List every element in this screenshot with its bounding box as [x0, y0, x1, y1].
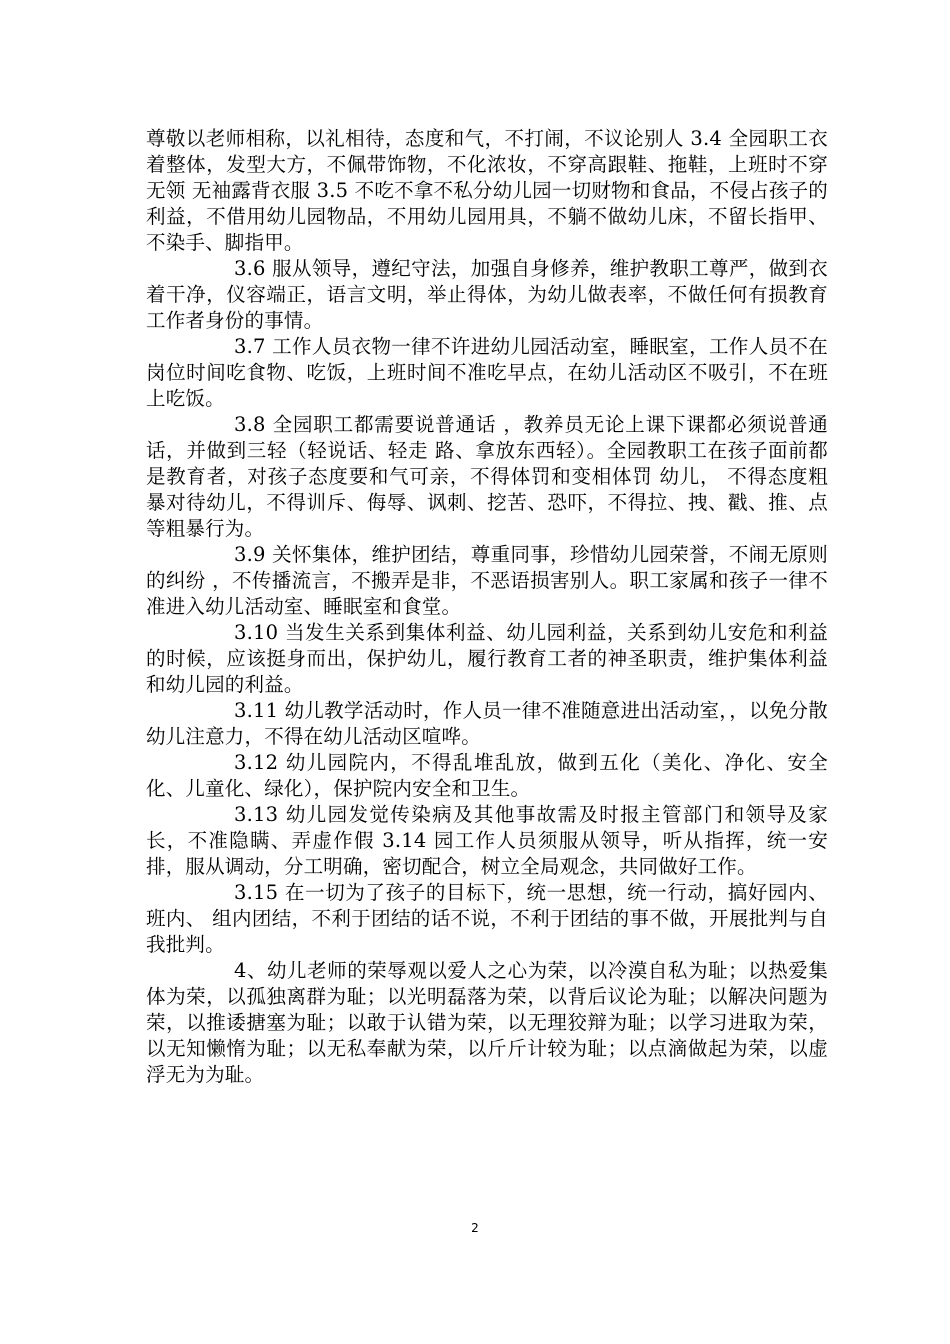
paragraph-3-10: 3.10 当发生关系到集体利益、幼儿园利益，关系到幼儿安危和利益的时候，应该挺身而出，保护幼儿，履行教育工者的神圣职责，维护集体利益和幼儿园的利益。 — [146, 621, 828, 696]
paragraph-3-13: 3.13 幼儿园发觉传染病及其他事故需及时报主管部门和领导及家长，不准隐瞒、弄虚作假 3.14 园工作人员须服从领导，听从指挥，统一安排，服从调动，分工明确，密切配合，树立全局观念，共同做好工作。 — [146, 803, 828, 878]
paragraph-3-8: 3.8 全园职工都需要说普通话 ，教养员无论上课下课都必须说普通话，并做到三轻（轻说话、轻走 路、拿放东西轻）。全园教职工在孩子面前都是教育者，对孩子态度要和气可亲，不得体罚和变相体罚 幼儿， 不得态度粗暴对待幼儿，不得训斥、侮辱、讽刺、挖苦、恐吓，不得拉、拽、戳、推、点等粗暴行为。 — [146, 413, 828, 540]
paragraph-intro: 尊敬以老师相称，以礼相待，态度和气，不打闹，不议论别人 3.4 全园职工衣着整体，发型大方，不佩带饰物，不化浓妆，不穿高跟鞋、拖鞋，上班时不穿无领 无袖露背衣服 3.5 不吃不拿不私分幼儿园一切财物和食品，不侵占孩子的利益，不借用幼儿园物品，不用幼儿园用具，不躺不做幼儿床，不留长指甲、不染手、脚指甲。 — [146, 127, 828, 254]
paragraph-3-6: 3.6 服从领导，遵纪守法，加强自身修养，维护教职工尊严，做到衣着干净，仪容端正，语言文明，举止得体，为幼儿做表率，不做任何有损教育工作者身份的事情。 — [146, 257, 828, 332]
document-body — [146, 126, 828, 1088]
paragraph-3-9: 3.9 关怀集体，维护团结，尊重同事，珍惜幼儿园荣誉，不闹无原则的纠纷 ，不传播流言，不搬弄是非，不恶语损害别人。职工家属和孩子一律不准进入幼儿活动室、睡眠室和食堂。 — [146, 543, 828, 618]
paragraph-3-7: 3.7 工作人员衣物一律不许进幼儿园活动室，睡眠室，工作人员不在岗位时间吃食物、吃饭，上班时间不准吃早点，在幼儿活动区不吸引，不在班上吃饭。 — [146, 335, 828, 410]
paragraph-3-12: 3.12 幼儿园院内，不得乱堆乱放，做到五化（美化、净化、安全化、儿童化、绿化），保护院内安全和卫生。 — [146, 751, 828, 800]
paragraph-3-15: 3.15 在一切为了孩子的目标下，统一思想，统一行动，搞好园内、班内、 组内团结，不利于团结的话不说，不利于团结的事不做，开展批判与自我批判。 — [146, 881, 828, 956]
paragraph-4: 4、幼儿老师的荣辱观以爱人之心为荣，以冷漠自私为耻；以热爱集体为荣，以孤独离群为耻；以光明磊落为荣，以背后议论为耻；以解决问题为荣，以推诿搪塞为耻；以敢于认错为荣，以无理狡辩为耻；以学习进取为荣，以无知懒惰为耻；以无私奉献为荣，以斤斤计较为耻；以点滴做起为荣，以虚浮无为为耻。 — [146, 959, 828, 1086]
page-number: 2 — [471, 1221, 479, 1235]
paragraph-3-11: 3.11 幼儿教学活动时，作人员一律不准随意进出活动室，，以免分散幼儿注意力，不得在幼儿活动区喧哗。 — [146, 699, 828, 748]
